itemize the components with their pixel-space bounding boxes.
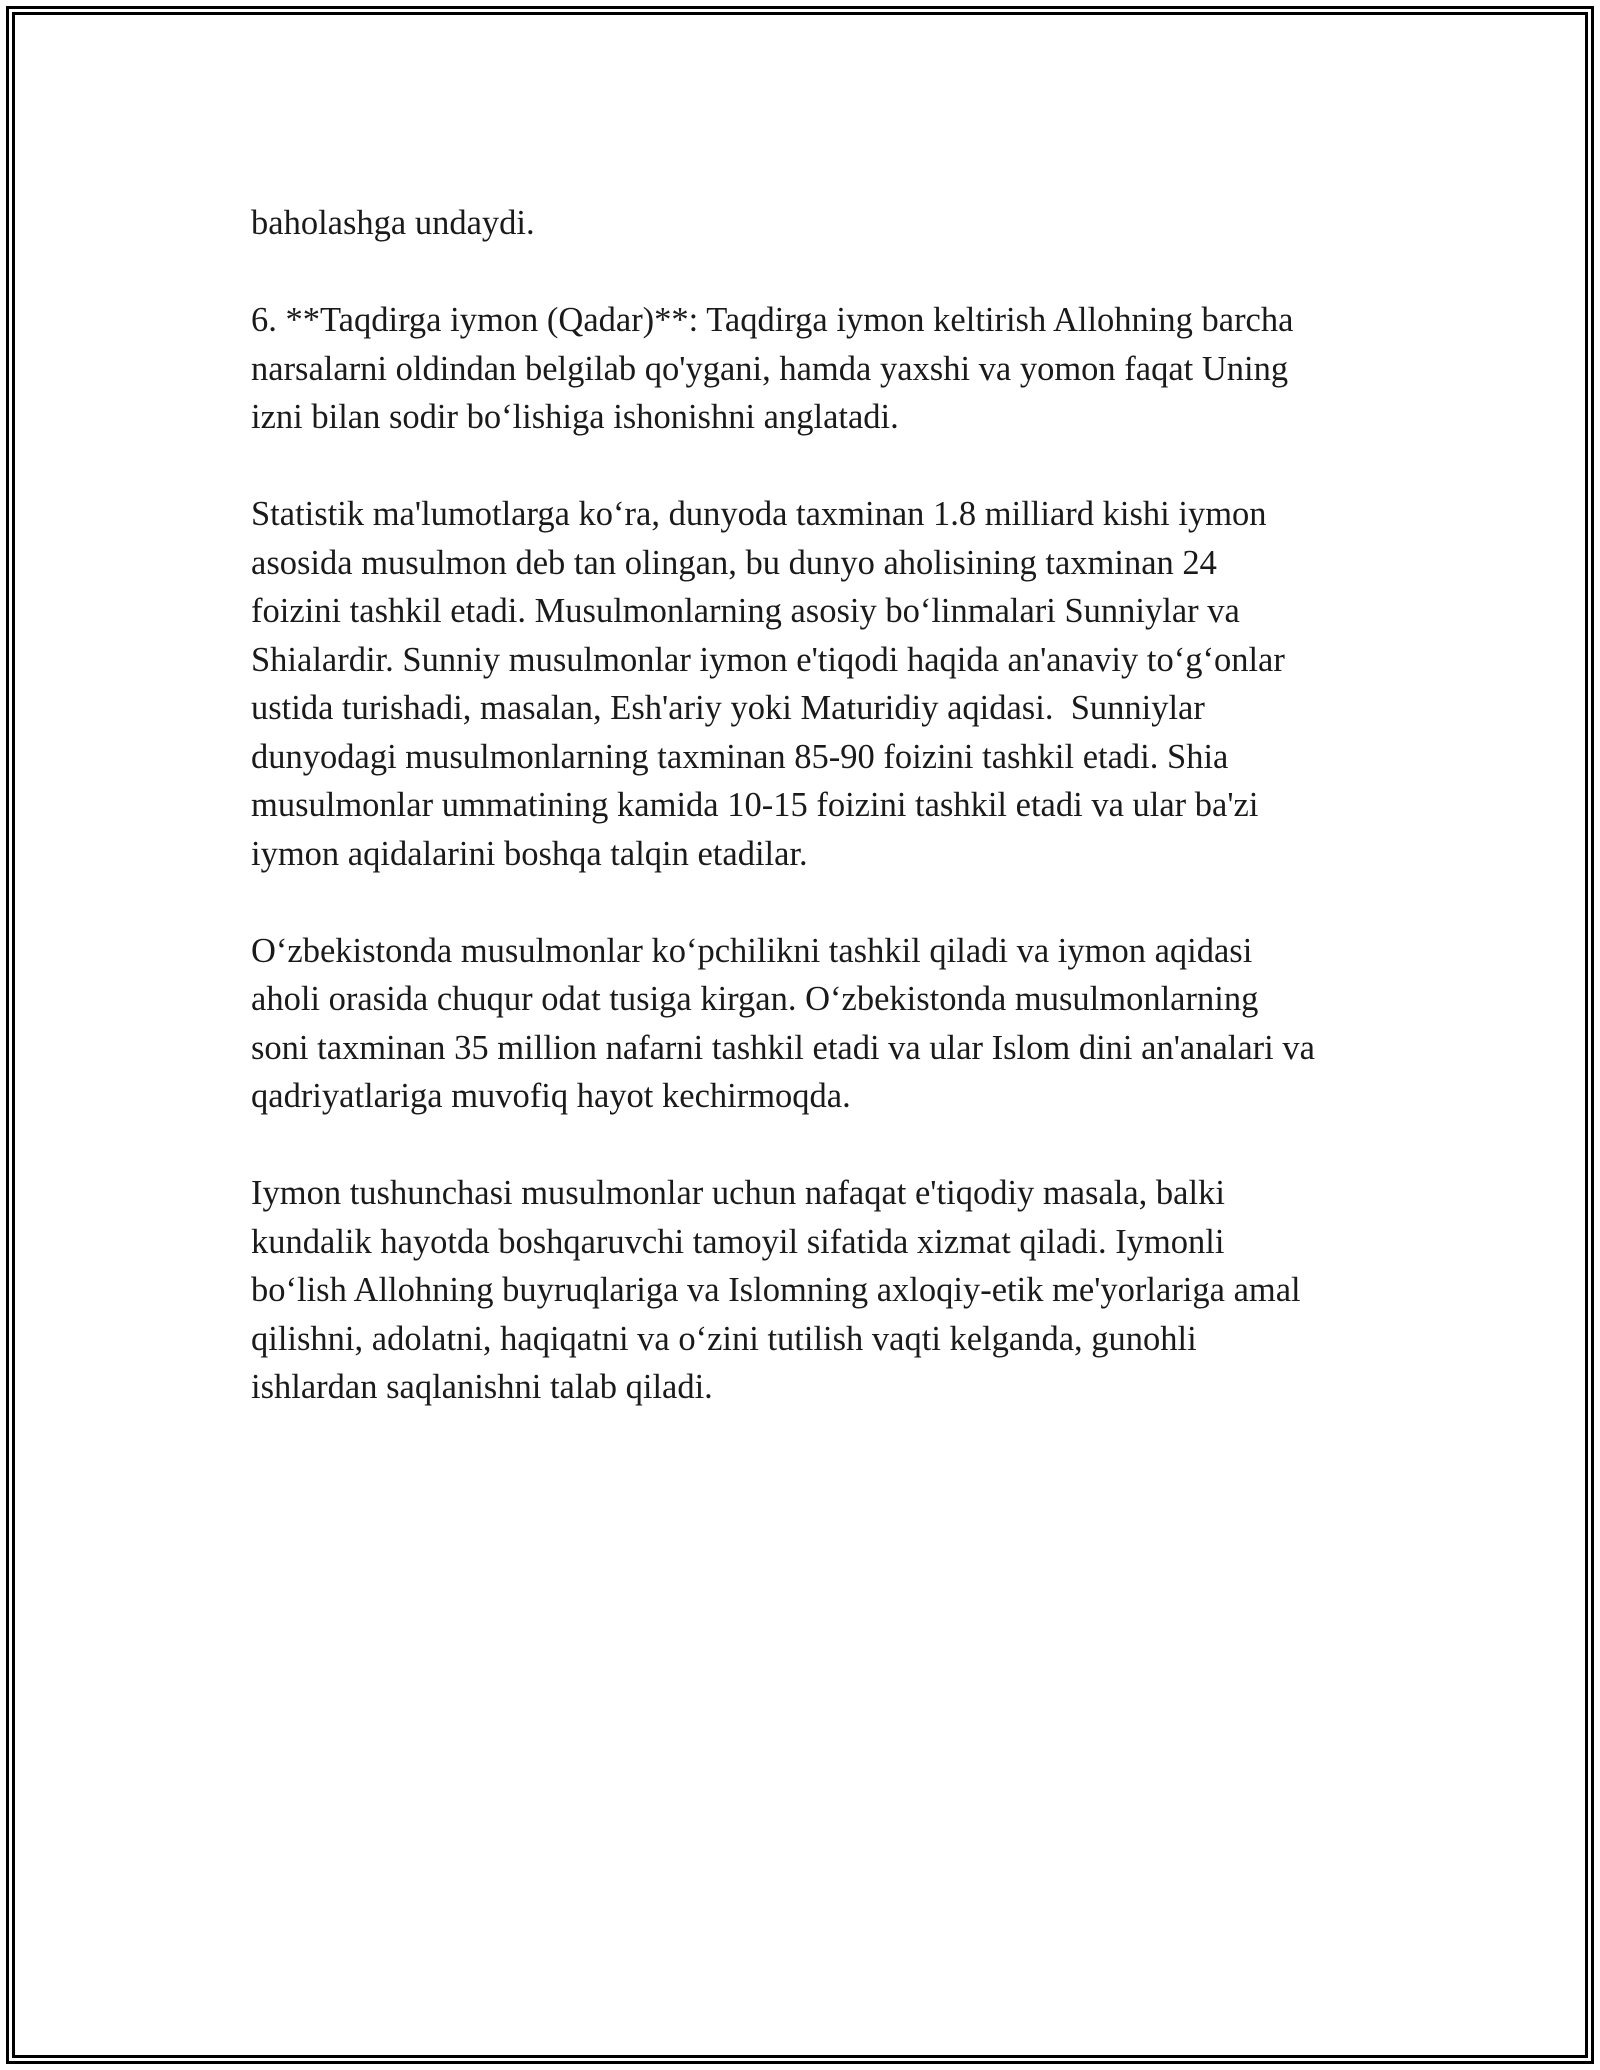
text-line: Statistik ma'lumotlarga ko‘ra, dunyoda taxminan 1.8 milliard kishi iymon	[251, 495, 1267, 533]
text-line: qadriyatlariga muvofiq hayot kechirmoqda.	[251, 1077, 851, 1115]
text-line: soni taxminan 35 million nafarni tashkil etadi va ular Islom dini an'analari va	[251, 1028, 1315, 1067]
paragraph-4	[251, 927, 1401, 1121]
text-line: 6. **Taqdirga iymon (Qadar)**: Taqdirga iymon keltirish Allohning barcha	[251, 301, 1294, 339]
text-line: Iymon tushunchasi musulmonlar uchun nafaqat e'tiqodiy masala, balki	[251, 1174, 1225, 1212]
paragraph-5	[251, 1169, 1401, 1412]
text-line: narsalarni oldindan belgilab qo'ygani, hamda yaxshi va yomon faqat Uning	[251, 349, 1289, 388]
text-line: qilishni, adolatni, haqiqatni va o‘zini tutilish vaqti kelganda, gunohli	[251, 1319, 1197, 1358]
text-line: baholashga undaydi.	[251, 204, 535, 242]
paragraph-2	[251, 296, 1401, 442]
text-line: kundalik hayotda boshqaruvchi tamoyil sifatida xizmat qiladi. Iymonli	[251, 1222, 1225, 1261]
text-line: aholi orasida chuqur odat tusiga kirgan. O‘zbekistonda musulmonlarning	[251, 980, 1259, 1018]
text-line: bo‘lish Allohning buyruqlariga va Islomning axloqiy-etik me'yorlariga amal	[251, 1271, 1301, 1309]
text-line: Shialardir. Sunniy musulmonlar iymon e'tiqodi haqida an'anaviy to‘g‘onlar	[251, 640, 1285, 679]
page-border	[6, 6, 1594, 2064]
text-line: ishlardan saqlanishni talab qiladi.	[251, 1368, 713, 1406]
paragraph-3	[251, 490, 1401, 878]
text-line: O‘zbekistonda musulmonlar ko‘pchilikni tashkil qiladi va iymon aqidasi	[251, 931, 1253, 970]
document-body	[251, 199, 1401, 1460]
paragraph-1	[251, 199, 1401, 248]
text-line: dunyodagi musulmonlarning taxminan 85-90 foizini tashkil etadi. Shia	[251, 737, 1229, 776]
text-line: ustida turishadi, masalan, Esh'ariy yoki Maturidiy aqidasi. Sunniylar	[251, 689, 1205, 727]
text-line: izni bilan sodir bo‘lishiga ishonishni anglatadi.	[251, 398, 899, 436]
text-line: iymon aqidalarini boshqa talqin etadilar.	[251, 834, 808, 873]
text-line: foizini tashkil etadi. Musulmonlarning asosiy bo‘linmalari Sunniylar va	[251, 592, 1240, 630]
text-line: asosida musulmon deb tan olingan, bu dunyo aholisining taxminan 24	[251, 543, 1217, 582]
text-line: musulmonlar ummatining kamida 10-15 foizini tashkil etadi va ular ba'zi	[251, 786, 1259, 824]
